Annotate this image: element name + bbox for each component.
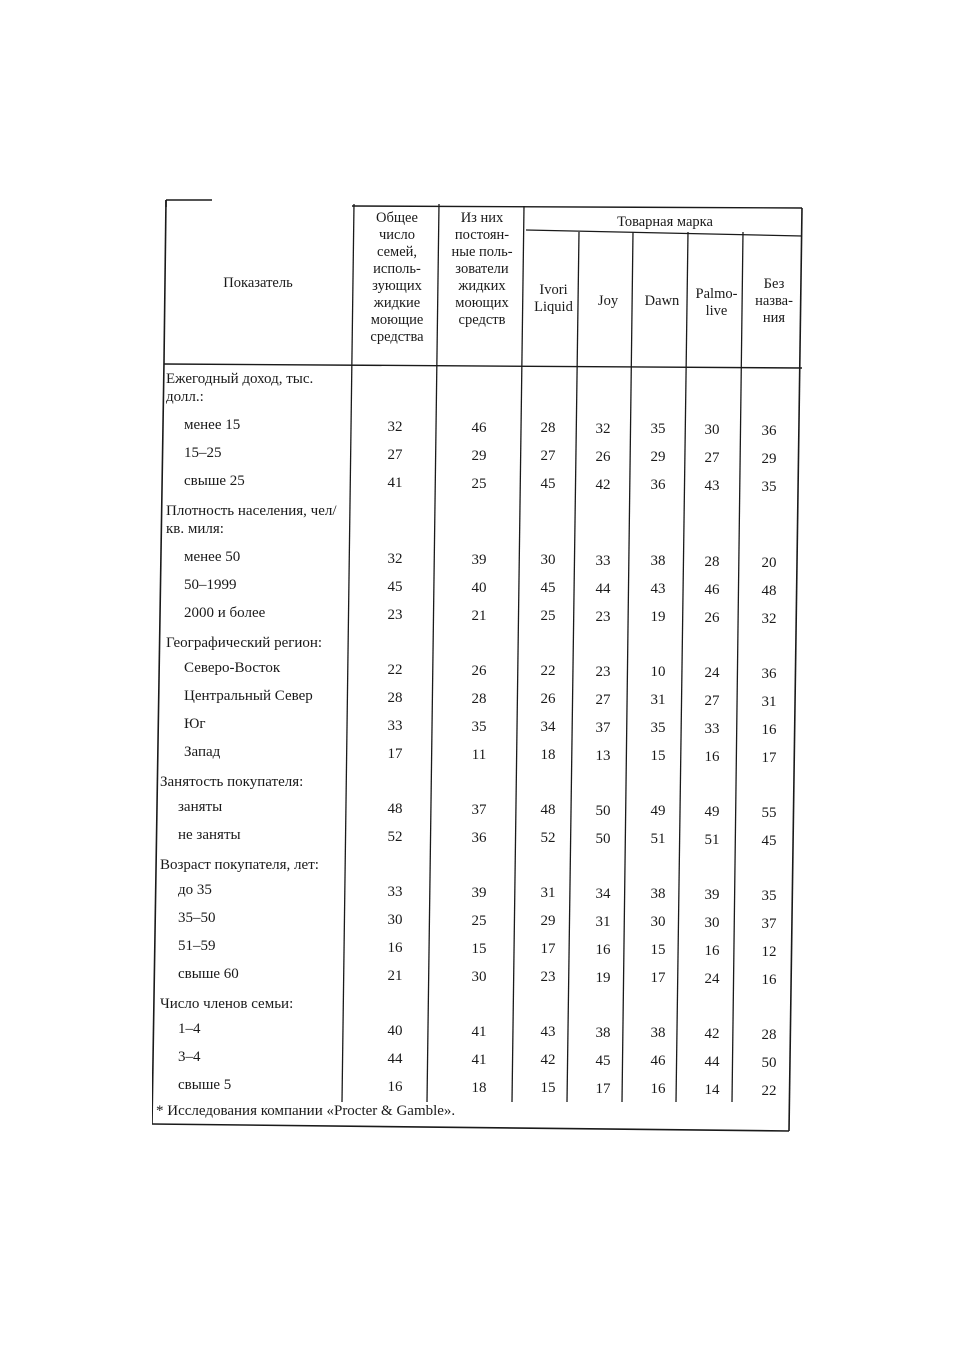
cell-value: 31 bbox=[595, 913, 611, 930]
cell-value: 17 bbox=[650, 970, 666, 987]
cell-value: 38 bbox=[650, 1025, 666, 1042]
cell-value: 28 bbox=[387, 690, 403, 706]
cell-value: 22 bbox=[540, 663, 556, 680]
cell-value: 30 bbox=[387, 912, 403, 928]
cell-value: 31 bbox=[650, 692, 666, 709]
cell-value: 32 bbox=[761, 610, 777, 627]
cell-value: 52 bbox=[387, 829, 403, 845]
cell-value: 39 bbox=[471, 884, 487, 901]
cell-value: 23 bbox=[387, 607, 403, 623]
cell-value: 15 bbox=[540, 1080, 556, 1097]
row-label: 15–25 bbox=[184, 445, 222, 461]
row-label: до 35 bbox=[178, 882, 212, 898]
cell-value: 15 bbox=[471, 940, 487, 957]
cell-value: 16 bbox=[704, 749, 720, 765]
footnote: * Исследования компании «Procter & Gamble». bbox=[156, 1103, 456, 1119]
cell-value: 15 bbox=[650, 942, 666, 959]
cell-value: 45 bbox=[761, 832, 777, 849]
cell-value: 14 bbox=[704, 1082, 720, 1098]
column-rule bbox=[622, 232, 633, 1102]
cell-value: 33 bbox=[387, 718, 403, 734]
row-label: Центральный Север bbox=[184, 688, 313, 704]
cell-value: 33 bbox=[387, 884, 403, 900]
cell-value: 24 bbox=[704, 665, 720, 681]
cell-value: 45 bbox=[387, 579, 403, 595]
group-title: Число членов семьи: bbox=[160, 996, 294, 1012]
column-rule bbox=[342, 204, 354, 1102]
row-label: 51–59 bbox=[178, 938, 216, 954]
cell-value: 23 bbox=[595, 608, 611, 625]
cell-value: 40 bbox=[471, 579, 487, 596]
cell-value: 30 bbox=[704, 422, 720, 438]
cell-value: 21 bbox=[471, 607, 487, 624]
column-rule bbox=[732, 232, 743, 1102]
cell-value: 30 bbox=[471, 968, 487, 985]
cell-value: 49 bbox=[650, 803, 666, 820]
header-brand-4: Palmo-live bbox=[695, 286, 738, 319]
cell-value: 48 bbox=[387, 801, 403, 817]
cell-value: 26 bbox=[595, 448, 611, 465]
cell-value: 10 bbox=[650, 664, 666, 681]
cell-value: 36 bbox=[471, 829, 487, 846]
column-rule bbox=[567, 232, 579, 1102]
row-label: не заняты bbox=[178, 827, 241, 843]
cell-value: 48 bbox=[761, 582, 777, 599]
row-label: менее 15 bbox=[184, 417, 241, 433]
cell-value: 36 bbox=[761, 665, 777, 682]
survey-table bbox=[152, 198, 804, 1134]
cell-value: 24 bbox=[704, 971, 720, 987]
cell-value: 30 bbox=[704, 915, 720, 931]
cell-value: 50 bbox=[595, 802, 611, 819]
cell-value: 19 bbox=[595, 969, 611, 986]
cell-value: 49 bbox=[704, 804, 720, 820]
cell-value: 26 bbox=[540, 691, 556, 708]
header-brand-2: Joy bbox=[597, 293, 619, 309]
cell-value: 13 bbox=[595, 747, 611, 764]
cell-value: 19 bbox=[650, 609, 666, 626]
row-label: 1–4 bbox=[178, 1021, 201, 1037]
cell-value: 48 bbox=[540, 802, 556, 819]
cell-value: 28 bbox=[761, 1026, 777, 1043]
row-label: 35–50 bbox=[178, 910, 216, 926]
cell-value: 38 bbox=[595, 1024, 611, 1041]
cell-value: 23 bbox=[595, 663, 611, 680]
cell-value: 17 bbox=[540, 941, 556, 958]
cell-value: 34 bbox=[595, 885, 611, 902]
left-border bbox=[164, 200, 166, 362]
cell-value: 29 bbox=[471, 447, 487, 464]
cell-value: 32 bbox=[595, 420, 611, 437]
cell-value: 16 bbox=[650, 1081, 666, 1098]
row-label: заняты bbox=[178, 799, 223, 815]
top-rule bbox=[352, 206, 802, 208]
cell-value: 46 bbox=[650, 1053, 666, 1070]
header-brand-5: Без назва-ния bbox=[755, 276, 793, 326]
cell-value: 12 bbox=[761, 943, 777, 960]
cell-value: 39 bbox=[471, 551, 487, 568]
cell-value: 45 bbox=[540, 476, 556, 493]
cell-value: 44 bbox=[387, 1051, 403, 1067]
cell-value: 34 bbox=[540, 719, 556, 736]
cell-value: 27 bbox=[704, 693, 720, 709]
row-label: Северо-Восток bbox=[184, 660, 281, 676]
cell-value: 18 bbox=[540, 747, 556, 764]
cell-value: 39 bbox=[704, 887, 720, 903]
cell-value: 26 bbox=[704, 610, 720, 626]
cell-value: 30 bbox=[540, 552, 556, 569]
cell-value: 46 bbox=[704, 582, 720, 598]
row-label: менее 50 bbox=[184, 549, 241, 565]
cell-value: 35 bbox=[761, 887, 777, 904]
cell-value: 50 bbox=[595, 830, 611, 847]
cell-value: 37 bbox=[471, 801, 487, 818]
cell-value: 22 bbox=[387, 662, 403, 678]
cell-value: 35 bbox=[761, 478, 777, 495]
cell-value: 25 bbox=[471, 475, 487, 492]
cell-value: 46 bbox=[471, 419, 487, 436]
cell-value: 41 bbox=[471, 1051, 487, 1068]
cell-value: 40 bbox=[387, 1023, 403, 1039]
cell-value: 44 bbox=[595, 580, 611, 597]
cell-value: 17 bbox=[595, 1080, 611, 1097]
cell-value: 27 bbox=[540, 448, 556, 465]
cell-value: 35 bbox=[650, 421, 666, 438]
cell-value: 15 bbox=[650, 748, 666, 765]
row-label: свыше 60 bbox=[178, 966, 239, 982]
cell-value: 42 bbox=[540, 1052, 556, 1069]
cell-value: 27 bbox=[704, 450, 720, 466]
cell-value: 27 bbox=[387, 447, 403, 463]
cell-value: 20 bbox=[761, 554, 777, 571]
cell-value: 35 bbox=[650, 720, 666, 737]
row-label: 3–4 bbox=[178, 1049, 201, 1065]
cell-value: 51 bbox=[650, 831, 666, 848]
header-rule bbox=[164, 364, 802, 368]
cell-value: 41 bbox=[471, 1023, 487, 1040]
header-brand-1: Ivori Liquid bbox=[534, 282, 573, 315]
cell-value: 28 bbox=[704, 554, 720, 570]
cell-value: 45 bbox=[595, 1052, 611, 1069]
cell-value: 41 bbox=[387, 475, 403, 491]
row-label: Юг bbox=[184, 716, 206, 732]
group-title: Ежегодный доход, тыс. долл.: bbox=[166, 371, 314, 405]
cell-value: 43 bbox=[704, 478, 720, 494]
column-rule bbox=[512, 206, 524, 1102]
group-title: Занятость покупателя: bbox=[160, 774, 304, 790]
cell-value: 31 bbox=[540, 885, 556, 902]
bottom-border bbox=[152, 1124, 789, 1131]
right-border bbox=[789, 208, 802, 1131]
cell-value: 25 bbox=[471, 912, 487, 929]
cell-value: 22 bbox=[761, 1082, 777, 1099]
cell-value: 50 bbox=[761, 1054, 777, 1071]
cell-value: 33 bbox=[704, 721, 720, 737]
cell-value: 16 bbox=[387, 940, 403, 956]
cell-value: 29 bbox=[761, 450, 777, 467]
cell-value: 21 bbox=[387, 968, 403, 984]
cell-value: 17 bbox=[761, 749, 777, 766]
cell-value: 16 bbox=[595, 941, 611, 958]
cell-value: 23 bbox=[540, 969, 556, 986]
row-label: 50–1999 bbox=[184, 577, 237, 593]
cell-value: 32 bbox=[387, 551, 403, 567]
cell-value: 38 bbox=[650, 553, 666, 570]
cell-value: 17 bbox=[387, 746, 403, 762]
cell-value: 36 bbox=[650, 477, 666, 494]
cell-value: 16 bbox=[387, 1079, 403, 1095]
cell-value: 44 bbox=[704, 1054, 720, 1070]
cell-value: 18 bbox=[471, 1079, 487, 1096]
cell-value: 37 bbox=[595, 719, 611, 736]
cell-value: 33 bbox=[595, 552, 611, 569]
cell-value: 35 bbox=[471, 718, 487, 735]
cell-value: 42 bbox=[704, 1026, 720, 1042]
row-label: свыше 5 bbox=[178, 1077, 232, 1093]
cell-value: 16 bbox=[704, 943, 720, 959]
cell-value: 11 bbox=[471, 746, 487, 763]
row-label: 2000 и более bbox=[184, 605, 266, 621]
cell-value: 43 bbox=[540, 1024, 556, 1041]
header-total-families: Общее число семей, исполь-зующих жидкие моющие средства bbox=[370, 210, 424, 345]
cell-value: 32 bbox=[387, 419, 403, 435]
group-title: Возраст покупателя, лет: bbox=[160, 857, 319, 873]
cell-value: 25 bbox=[540, 608, 556, 625]
header-indicator: Показатель bbox=[223, 275, 293, 291]
header-brand-group: Товарная марка bbox=[617, 214, 713, 230]
cell-value: 29 bbox=[650, 449, 666, 466]
cell-value: 31 bbox=[761, 693, 777, 710]
cell-value: 38 bbox=[650, 886, 666, 903]
cell-value: 42 bbox=[595, 476, 611, 493]
header-regular-users: Из них постоян-ные поль-зователи жидких моющих средств bbox=[451, 210, 513, 328]
cell-value: 36 bbox=[761, 422, 777, 439]
cell-value: 55 bbox=[761, 804, 777, 821]
group-title: Географический регион: bbox=[166, 635, 323, 651]
cell-value: 26 bbox=[471, 662, 487, 679]
cell-value: 27 bbox=[595, 691, 611, 708]
cell-value: 51 bbox=[704, 832, 720, 848]
cell-value: 30 bbox=[650, 914, 666, 931]
cell-value: 28 bbox=[471, 690, 487, 707]
cell-value: 37 bbox=[761, 915, 777, 932]
cell-value: 28 bbox=[540, 420, 556, 437]
row-label: свыше 25 bbox=[184, 473, 245, 489]
cell-value: 16 bbox=[761, 721, 777, 738]
header-brand-3: Dawn bbox=[644, 293, 680, 309]
group-title: Плотность населения, чел/кв. миля: bbox=[166, 503, 337, 537]
cell-value: 29 bbox=[540, 913, 556, 930]
cell-value: 52 bbox=[540, 830, 556, 847]
cell-value: 16 bbox=[761, 971, 777, 988]
row-label: Запад bbox=[184, 744, 221, 760]
cell-value: 45 bbox=[540, 580, 556, 597]
cell-value: 43 bbox=[650, 581, 666, 598]
